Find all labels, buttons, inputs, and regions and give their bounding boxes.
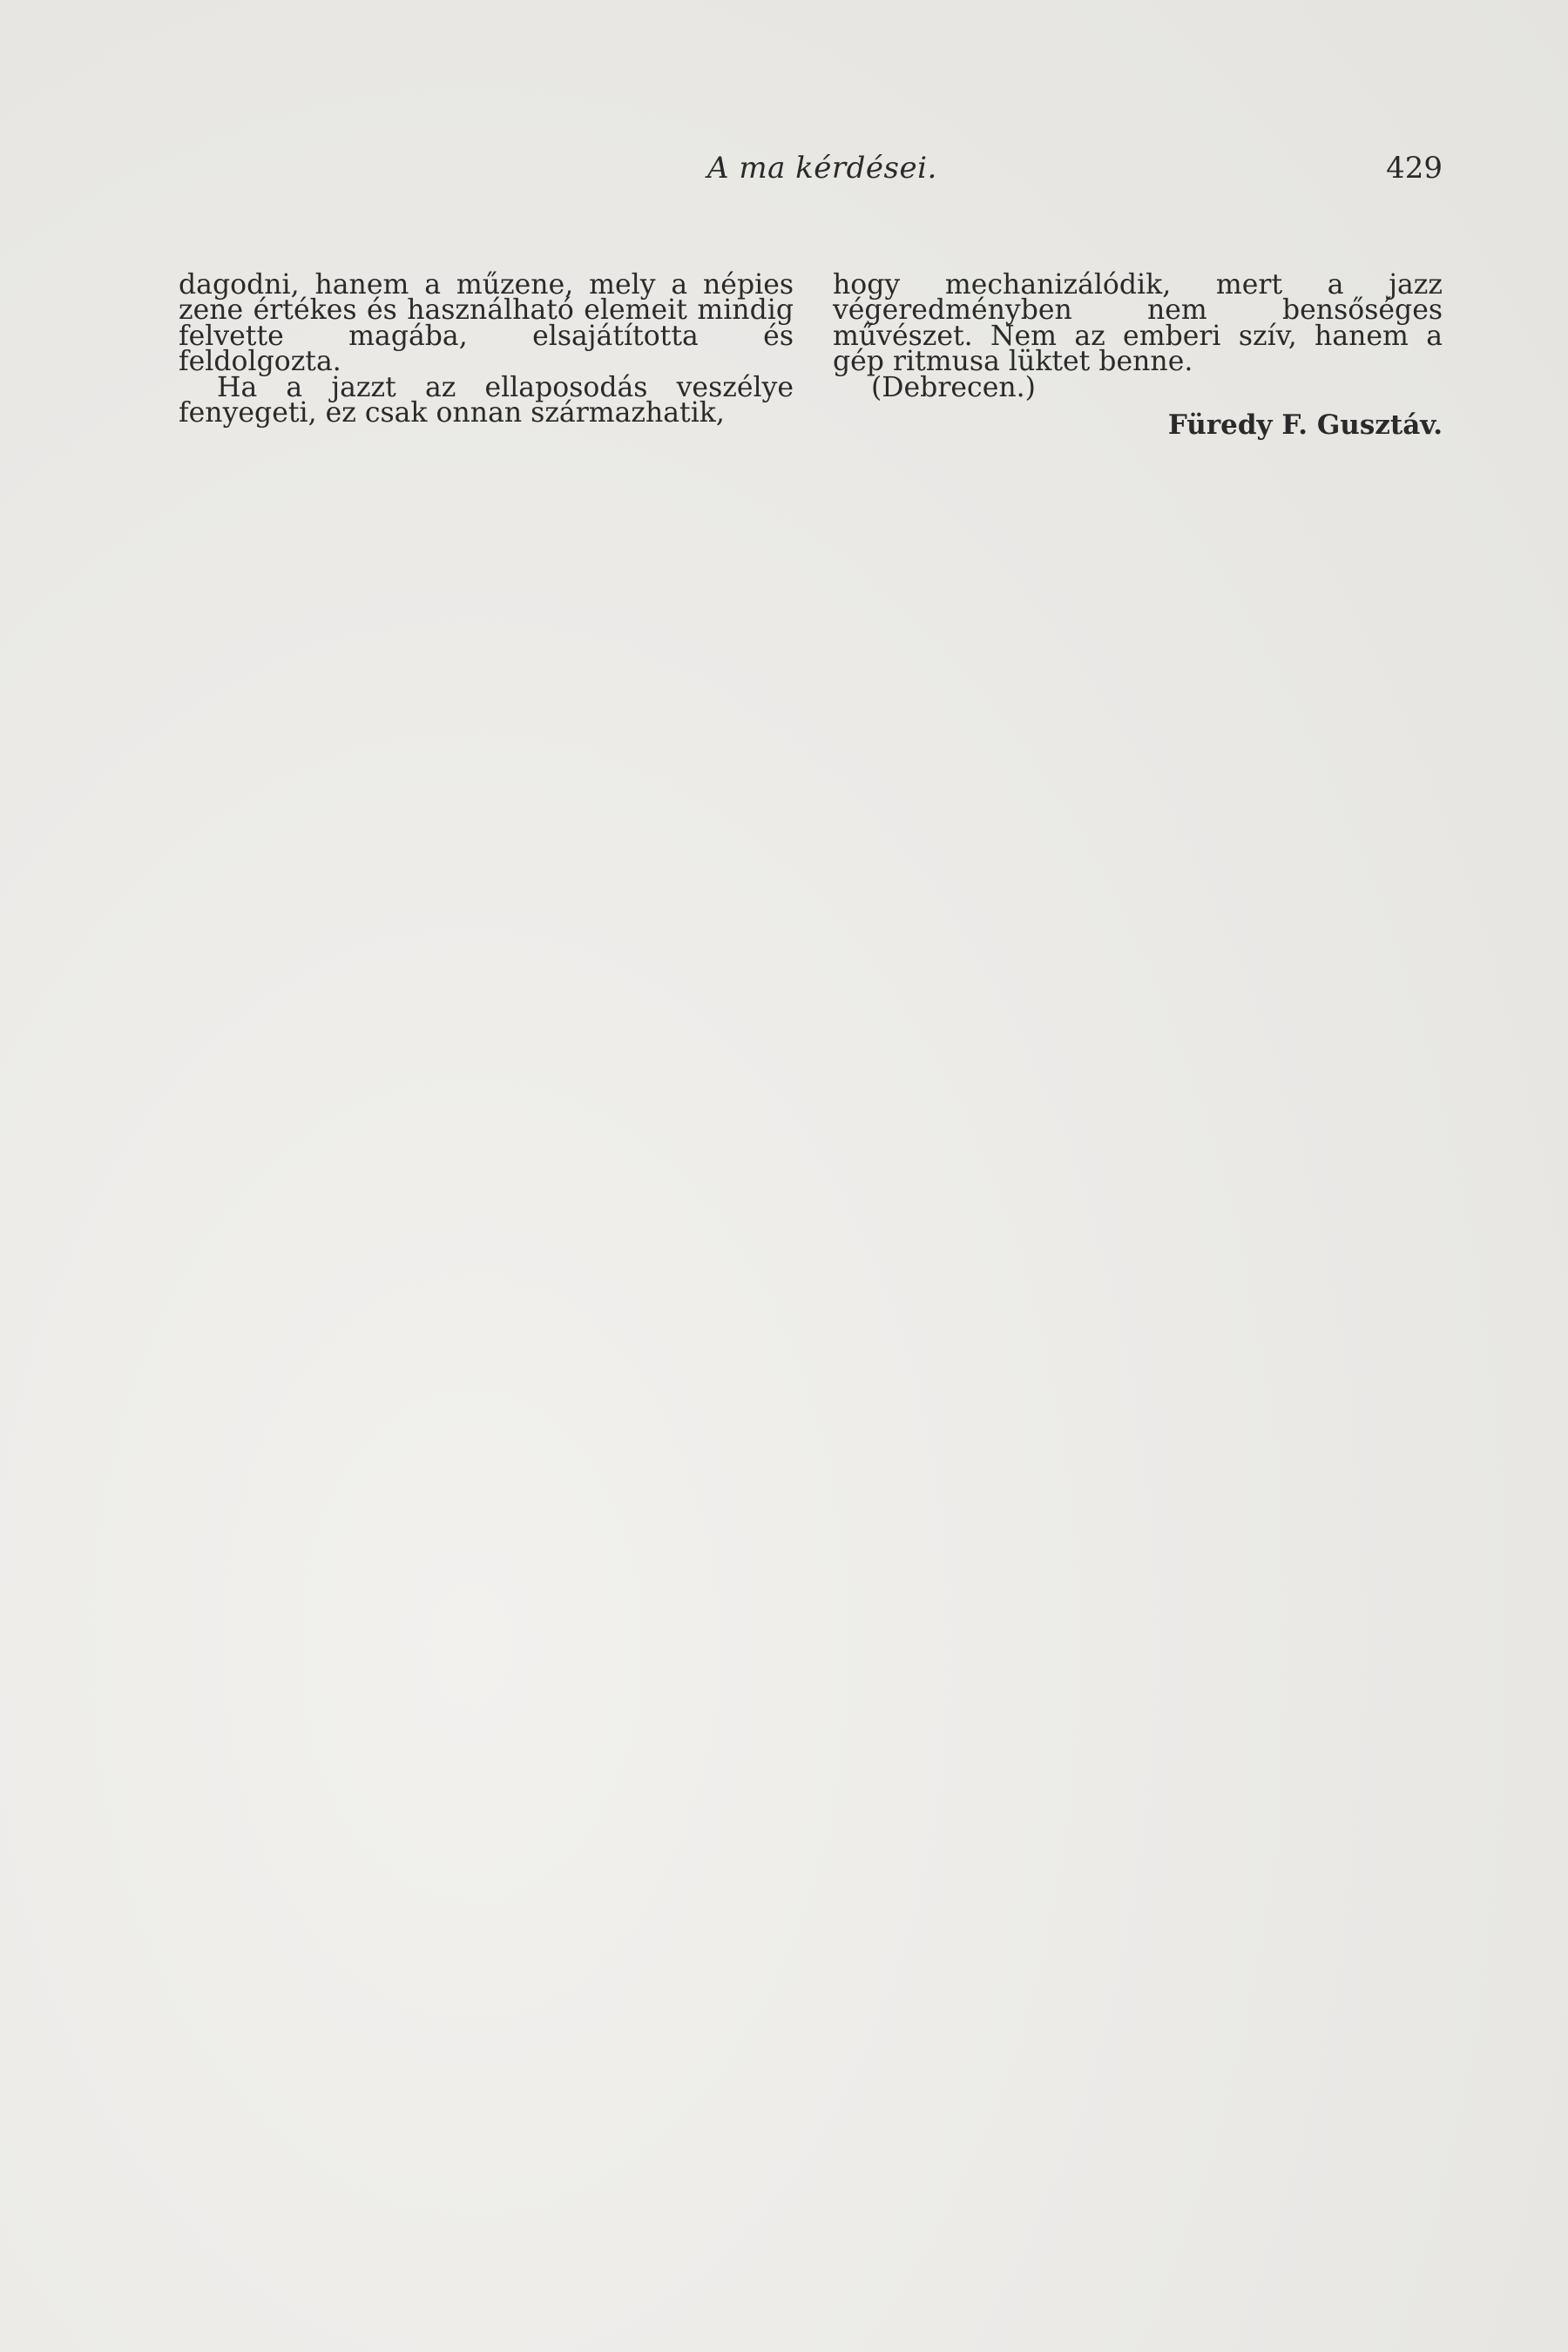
left-column [179,269,794,429]
running-title: A ma kérdései. [707,151,937,186]
right-paragraph-1: hogy mechanizálódik, mert a jazz végeredményben nem bensőséges művészet. Nem az emberi szív, hanem a gép ritmusa lüktet benne. [833,269,1443,378]
right-column [833,269,1443,442]
author-signature: Füredy F. Gusztáv. [1167,409,1443,442]
page-number: 429 [1386,151,1443,186]
page-header [0,151,1568,194]
left-paragraph-2: Ha a jazzt az ellaposodás veszélye fenyegeti, ez csak onnan származhatik, [179,371,794,429]
left-paragraph-1: dagodni, hanem a műzene, mely a népies zene értékes és használható elemeit mindig felvette magába, elsajátította és feldolgozta. [179,269,794,378]
place-note: (Debrecen.) [871,371,1036,403]
